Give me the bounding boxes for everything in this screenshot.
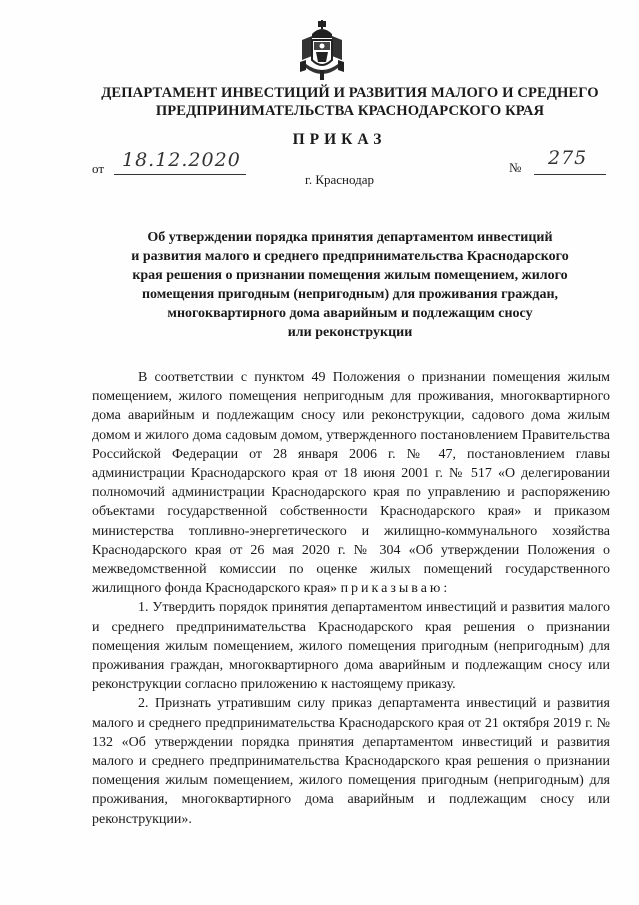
preamble-text: В соответствии с пунктом 49 Положения о признании помещения жилым помещением, жилого помещения непригодным для проживания, многоквартирного дома аварийным и подлежащим сносу или реконструкции, садового дома жилым домом и жилого дома садовым домом, утвержденного постановлением Правительства Российской Федерации от 28 января 2006 г. № 47, постановлением главы администрации Краснодарского края от 18 июня 2001 г. № 517 «О делегировании полномочий администрации Краснодарского края по управлению и распоряжению объектами государственной собственности Краснодарского края» и приказом министерства топливно-энергетического и жилищно-коммунального хозяйства Краснодарского края от 26 мая 2020 г. № 304 «Об утверждении Положения о межведомственной комиссии по оценке жилых помещений государственного жилищного фонда Краснодарского края» (92, 370, 610, 597)
order-title (92, 228, 608, 342)
title-line: Об утверждении порядка принятия департаментом инвестиций (147, 230, 553, 245)
paragraph-preamble (92, 368, 610, 598)
paragraph-item-1: 1. Утвердить порядок принятия департаментом инвестиций и развития малого и среднего предпринимательства Краснодарского края решения о признании помещения жилым помещением, жилого помещения пригодным (непригодным) для проживания граждан, многоквартирного дома аварийным и подлежащим сносу или реконструкции согласно приложению к настоящему приказу. (92, 600, 610, 693)
coat-of-arms-icon (298, 20, 346, 82)
title-line: многоквартирного дома аварийным и подлежащим сносу (167, 306, 533, 321)
handwritten-date: 18.12.2020 (122, 149, 241, 171)
title-line: и развития малого и среднего предпринимательства Краснодарского (131, 249, 569, 264)
department-line-2: ПРЕДПРИНИМАТЕЛЬСТВА КРАСНОДАРСКОГО КРАЯ (155, 103, 545, 119)
order-verb: приказываю (340, 581, 444, 597)
handwritten-number: 275 (548, 147, 588, 169)
department-line-1: ДЕПАРТАМЕНТ ИНВЕСТИЦИЙ И РАЗВИТИЯ МАЛОГО И СРЕДНЕГО (101, 85, 599, 101)
department-name (60, 84, 639, 120)
title-line: края решения о признании помещения жилым помещением, жилого (132, 268, 568, 283)
date-label: от (92, 161, 105, 176)
preamble-colon: : (443, 581, 448, 597)
number-label: № (509, 160, 522, 175)
document-type: ПРИКАЗ (292, 131, 387, 148)
title-line: помещения пригодным (непригодным) для проживания граждан, (141, 287, 559, 302)
order-body (92, 368, 610, 829)
title-line: или реконструкции (287, 325, 413, 340)
paragraph-item-2: 2. Признать утратившим силу приказ департамента инвестиций и развития малого и среднего предпринимательства Краснодарского края от 21 октября 2019 г. № 132 «Об утверждении порядка принятия департаментом инвестиций и развития малого и среднего предпринимательства Краснодарского края решения о признании помещения жилым помещением, жилого помещения пригодным (непригодным) для проживания, многоквартирного дома аварийным и подлежащим сносу или реконструкции». (92, 696, 610, 827)
city: г. Краснодар (304, 172, 375, 187)
